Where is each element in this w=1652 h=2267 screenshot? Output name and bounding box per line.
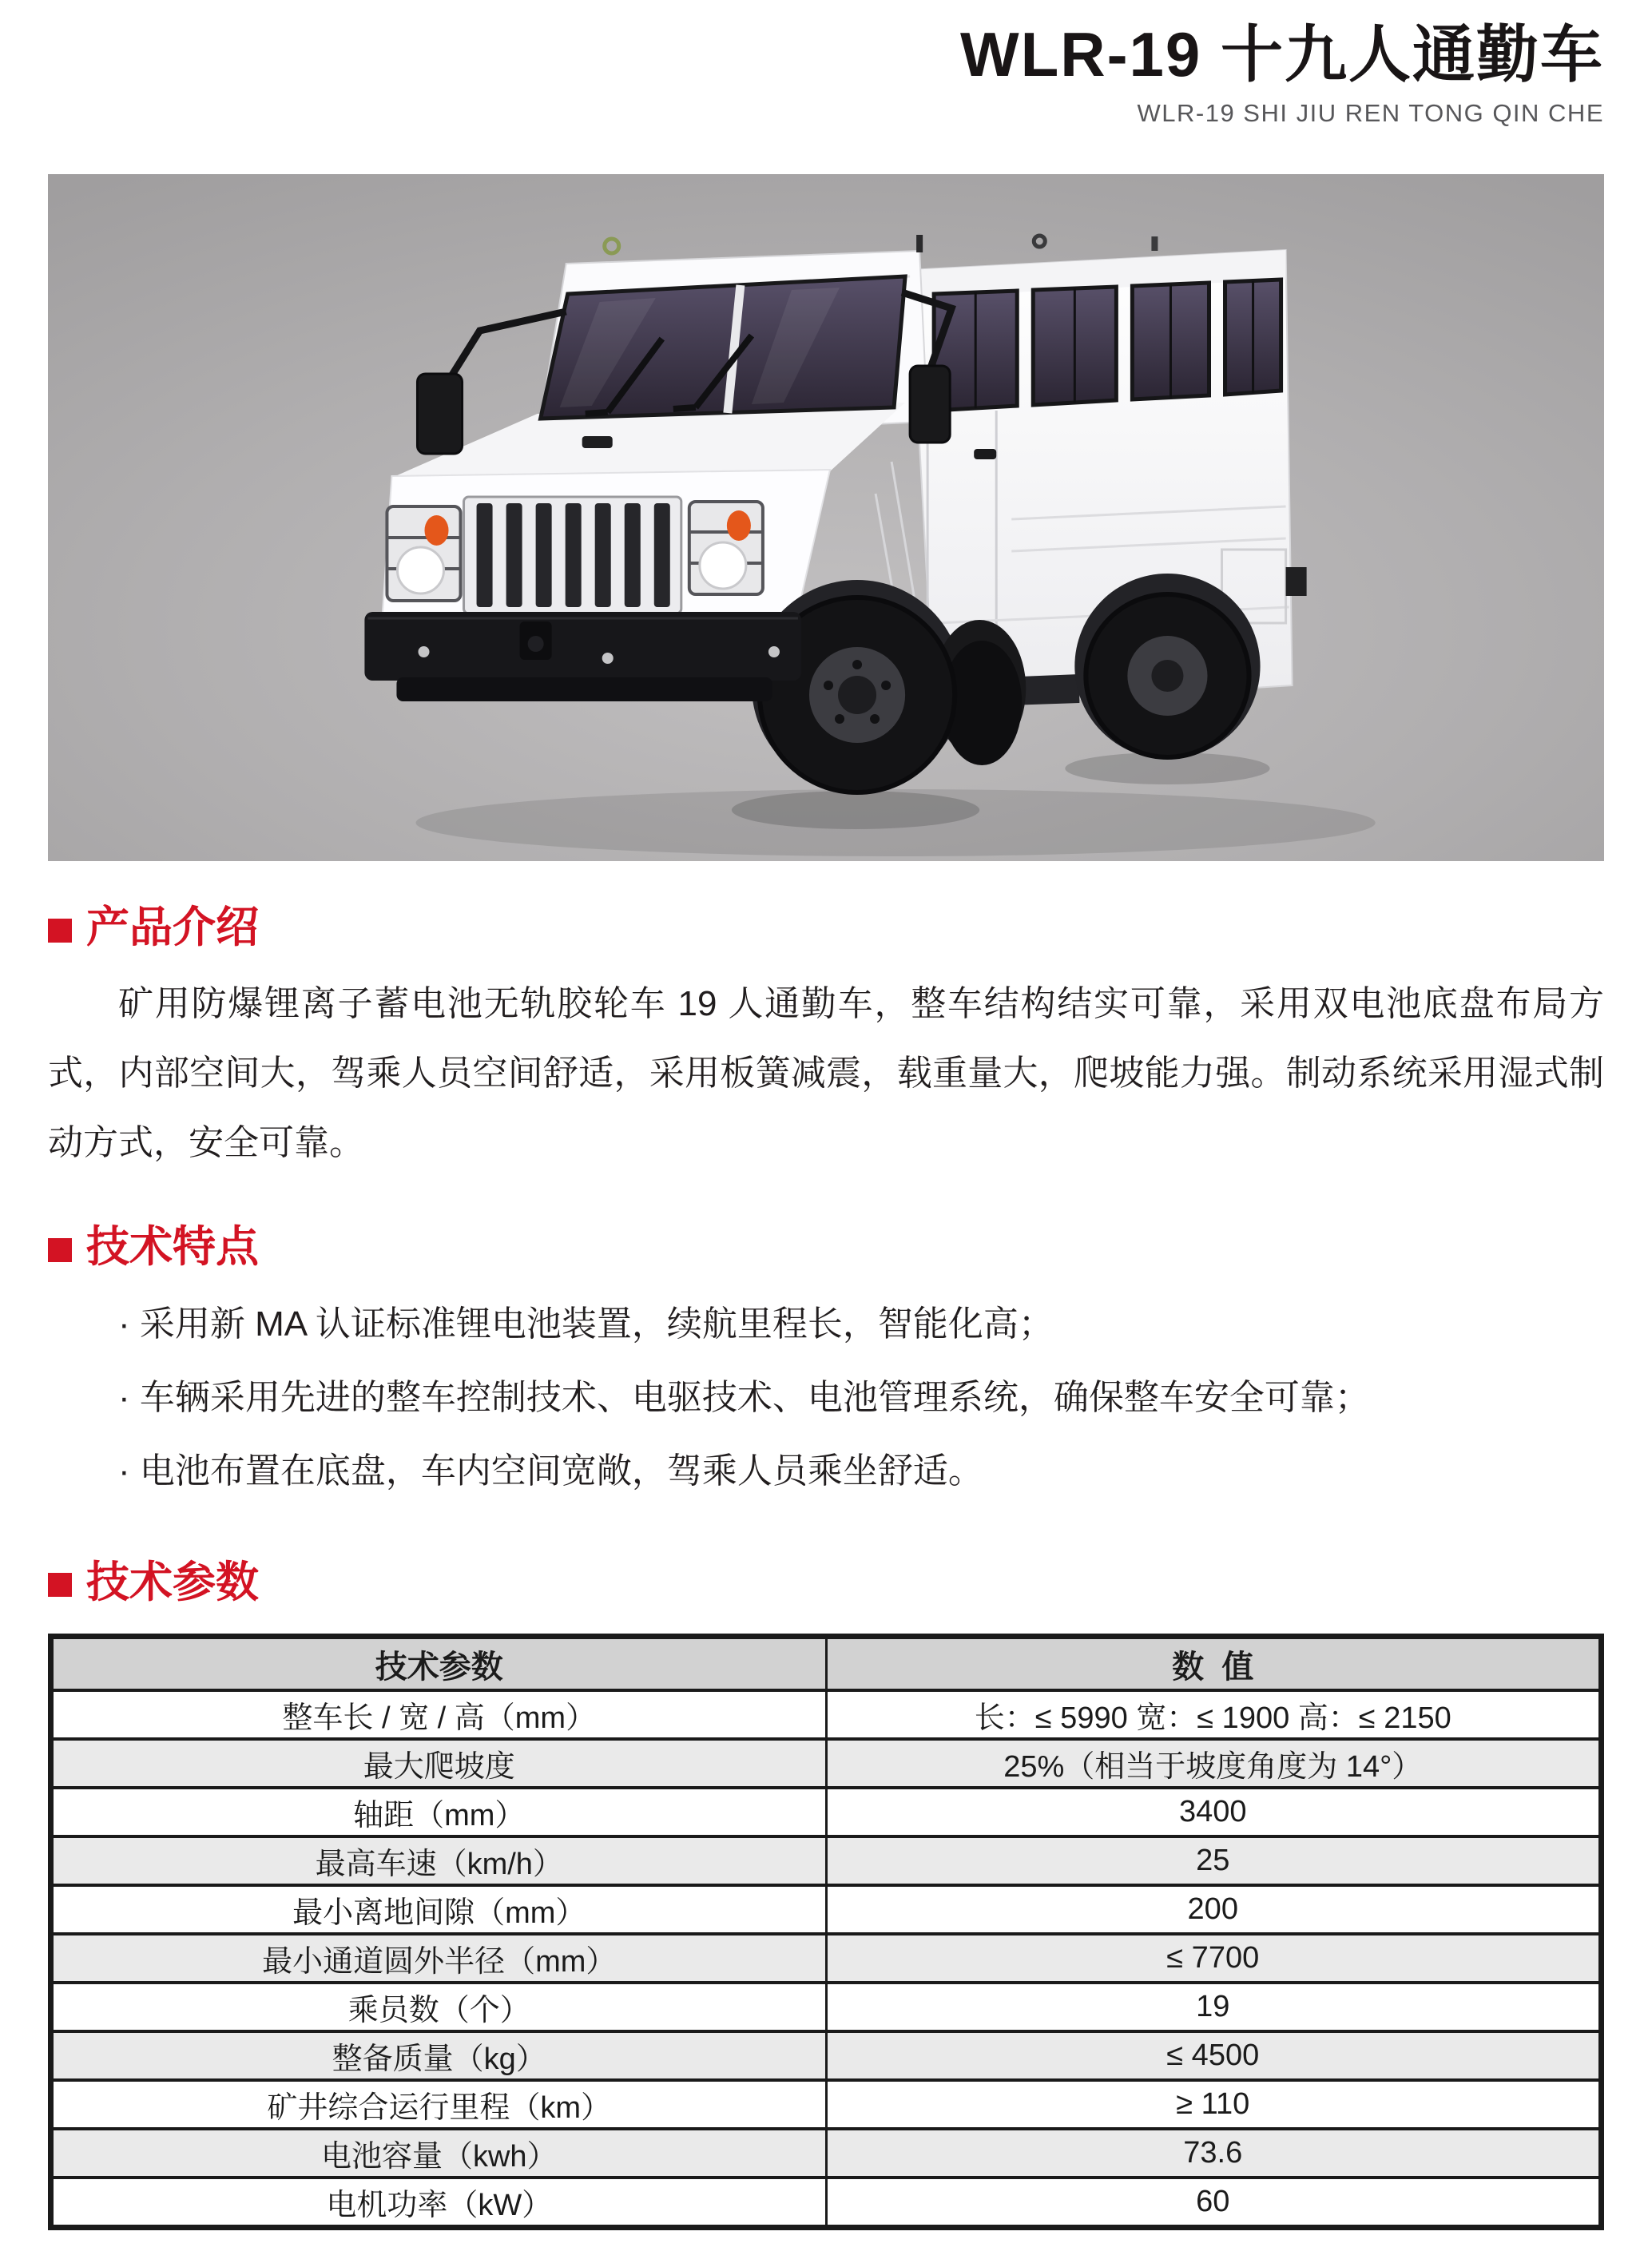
intro-heading	[48, 904, 1604, 951]
param-cell: 最小离地间隙（mm）	[51, 1885, 827, 1934]
param-cell: 电池容量（kwh）	[51, 2129, 827, 2178]
feature-item: · 车辆采用先进的整车控制技术、电驱技术、电池管理系统，确保整车安全可靠；	[118, 1377, 1370, 1417]
param-cell: 轴距（mm）	[51, 1788, 827, 1836]
vehicle-photo	[48, 174, 1604, 861]
table-row	[51, 1690, 1602, 1739]
spec-table	[48, 1634, 1604, 2230]
param-cell: 矿井综合运行里程（km）	[51, 2080, 827, 2129]
front-bumper	[364, 612, 801, 701]
feature-item: · 电池布置在底盘，车内空间宽敞，驾乘人员乘坐舒适。	[118, 1451, 983, 1491]
value-cell: ≤ 4500	[826, 2031, 1602, 2080]
value-cell: 3400	[826, 1788, 1602, 1836]
feature-item: · 采用新 MA 认证标准锂电池装置，续航里程长，智能化高；	[118, 1304, 1054, 1344]
red-square-bullet-icon	[48, 1238, 72, 1262]
section-params	[48, 1559, 1604, 2230]
features-heading	[48, 1224, 1604, 1271]
page-title: WLR-19 十九人通勤车	[959, 19, 1604, 89]
param-cell: 乘员数（个）	[51, 1983, 827, 2031]
spec-table-header-row	[51, 1637, 1602, 1691]
table-row	[51, 2178, 1602, 2228]
value-cell: 19	[826, 1983, 1602, 2031]
table-row	[51, 2080, 1602, 2129]
doc-header	[0, 0, 1652, 128]
section-intro	[48, 904, 1604, 1177]
table-row	[51, 1836, 1602, 1885]
page-subtitle: WLR-19 SHI JIU REN TONG QIN CHE	[1137, 98, 1604, 127]
mirror-left	[417, 374, 462, 454]
param-cell: 最高车速（km/h）	[51, 1836, 827, 1885]
headlight-left	[387, 506, 460, 601]
door-handle	[974, 449, 996, 459]
table-row	[51, 1788, 1602, 1836]
value-cell: 25	[826, 1836, 1602, 1885]
spec-header-value: 数 值	[826, 1637, 1602, 1691]
features-heading-text: 技术特点	[86, 1223, 259, 1272]
mirror-right	[910, 366, 950, 443]
windshield	[541, 276, 905, 419]
headlight-right	[689, 502, 763, 594]
param-cell: 电机功率（kW）	[51, 2178, 827, 2228]
value-cell: 25%（相当于坡度角度为 14°）	[826, 1739, 1602, 1788]
section-features	[48, 1224, 1604, 1507]
intro-paragraph: 矿用防爆锂离子蓄电池无轨胶轮车 19 人通勤车，整车结构结实可靠，采用双电池底盘布局方式，内部空间大，驾乘人员空间舒适，采用板簧减震，载重量大，爬坡能力强。制动系统采用湿式制动方式，安全可靠。	[48, 984, 1604, 1163]
hood-latch	[582, 436, 613, 448]
table-row	[51, 1885, 1602, 1934]
table-row	[51, 2031, 1602, 2080]
table-row	[51, 1983, 1602, 2031]
params-heading-text: 技术参数	[86, 1558, 259, 1606]
param-cell: 整备质量（kg）	[51, 2031, 827, 2080]
spec-header-param: 技术参数	[51, 1637, 827, 1691]
side-windows	[934, 280, 1281, 411]
value-cell: 200	[826, 1885, 1602, 1934]
value-cell: ≤ 7700	[826, 1934, 1602, 1983]
table-row	[51, 2129, 1602, 2178]
params-heading	[48, 1559, 1604, 1606]
vehicle-render-svg	[48, 174, 1604, 861]
value-cell: ≥ 110	[826, 2080, 1602, 2129]
red-square-bullet-icon	[48, 919, 72, 943]
value-cell: 长：≤ 5990 宽：≤ 1900 高：≤ 2150	[826, 1690, 1602, 1739]
param-cell: 整车长 / 宽 / 高（mm）	[51, 1690, 827, 1739]
features-list	[48, 1288, 1604, 1508]
value-cell: 73.6	[826, 2129, 1602, 2178]
rear-bracket	[1286, 567, 1307, 596]
param-cell: 最小通道圆外半径（mm）	[51, 1934, 827, 1983]
param-cell: 最大爬坡度	[51, 1739, 827, 1788]
table-row	[51, 1934, 1602, 1983]
table-row	[51, 1739, 1602, 1788]
red-square-bullet-icon	[48, 1573, 72, 1597]
value-cell: 60	[826, 2178, 1602, 2228]
intro-heading-text: 产品介绍	[86, 903, 259, 951]
